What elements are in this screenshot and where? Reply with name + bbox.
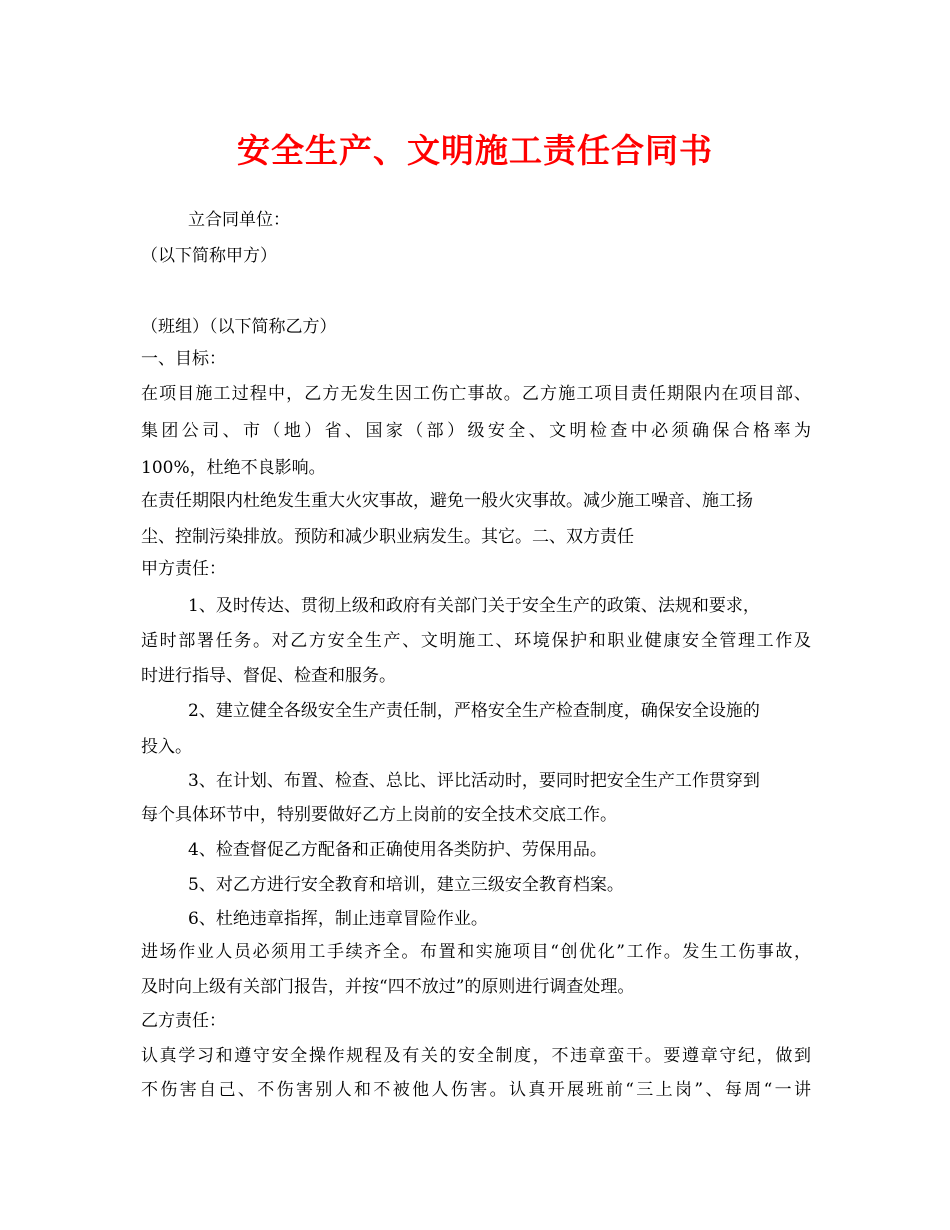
text-line: 集团公司、市（地）省、国家（部）级安全、文明检查中必须确保合格率为	[141, 421, 811, 441]
section-heading-party-a-duties: 甲方责任：	[141, 559, 226, 579]
text-line: 认真学习和遵守安全操作规程及有关的安全制度，不违章蛮干。要遵章守纪，做到	[141, 1046, 811, 1066]
section-heading-party-b-duties: 乙方责任：	[141, 1011, 226, 1031]
text-line: 时进行指导、督促、检查和服务。	[141, 666, 396, 686]
text-line: 进场作业人员必须用工手续齐全。布置和实施项目“创优化”工作。发生工伤事故，	[141, 942, 811, 962]
list-item-text: 6、杜绝违章指挥，制止违章冒险作业。	[188, 909, 488, 929]
text-line: 投入。	[141, 737, 192, 757]
text-line-party-b: （班组）（以下简称乙方）	[141, 317, 337, 337]
text-line: 在责任期限内杜绝发生重大火灾事故，避免一般火灾事故。减少施工噪音、施工扬	[141, 491, 753, 511]
text-line: 在项目施工过程中，乙方无发生因工伤亡事故。乙方施工项目责任期限内在项目部、	[141, 384, 811, 404]
section-heading-goals: 一、目标：	[141, 349, 226, 369]
text-line: 100%，杜绝不良影响。	[141, 458, 326, 478]
text-line: 及时向上级有关部门报告，并按“四不放过”的原则进行调查处理。	[141, 977, 635, 997]
text-line: 尘、控制污染排放。预防和减少职业病发生。其它。二、双方责任	[141, 527, 634, 547]
text-line-party-a: （以下简称甲方）	[141, 246, 277, 266]
text-line: 不伤害自己、不伤害别人和不被他人伤害。认真开展班前“三上岗”、每周“一讲	[141, 1080, 811, 1100]
list-item-text: 5、对乙方进行安全教育和培训，建立三级安全教育档案。	[188, 875, 624, 895]
list-item-text: 1、及时传达、贯彻上级和政府有关部门关于安全生产的政策、法规和要求，	[188, 596, 760, 616]
text-line: 每个具体环节中，特别要做好乙方上岗前的安全技术交底工作。	[141, 805, 617, 825]
list-item-text: 4、检查督促乙方配备和正确使用各类防护、劳保用品。	[188, 840, 607, 860]
list-item-text: 2、建立健全各级安全生产责任制，严格安全生产检查制度，确保安全设施的	[188, 701, 760, 721]
text-line: 适时部署任务。对乙方安全生产、文明施工、环境保护和职业健康安全管理工作及	[141, 631, 811, 651]
list-item-text: 3、在计划、布置、检查、总比、评比活动时，要同时把安全生产工作贯穿到	[188, 771, 760, 791]
text-line-contracting-party: 立合同单位：	[188, 210, 290, 230]
document-title: 安全生产、文明施工责任合同书	[237, 131, 713, 170]
